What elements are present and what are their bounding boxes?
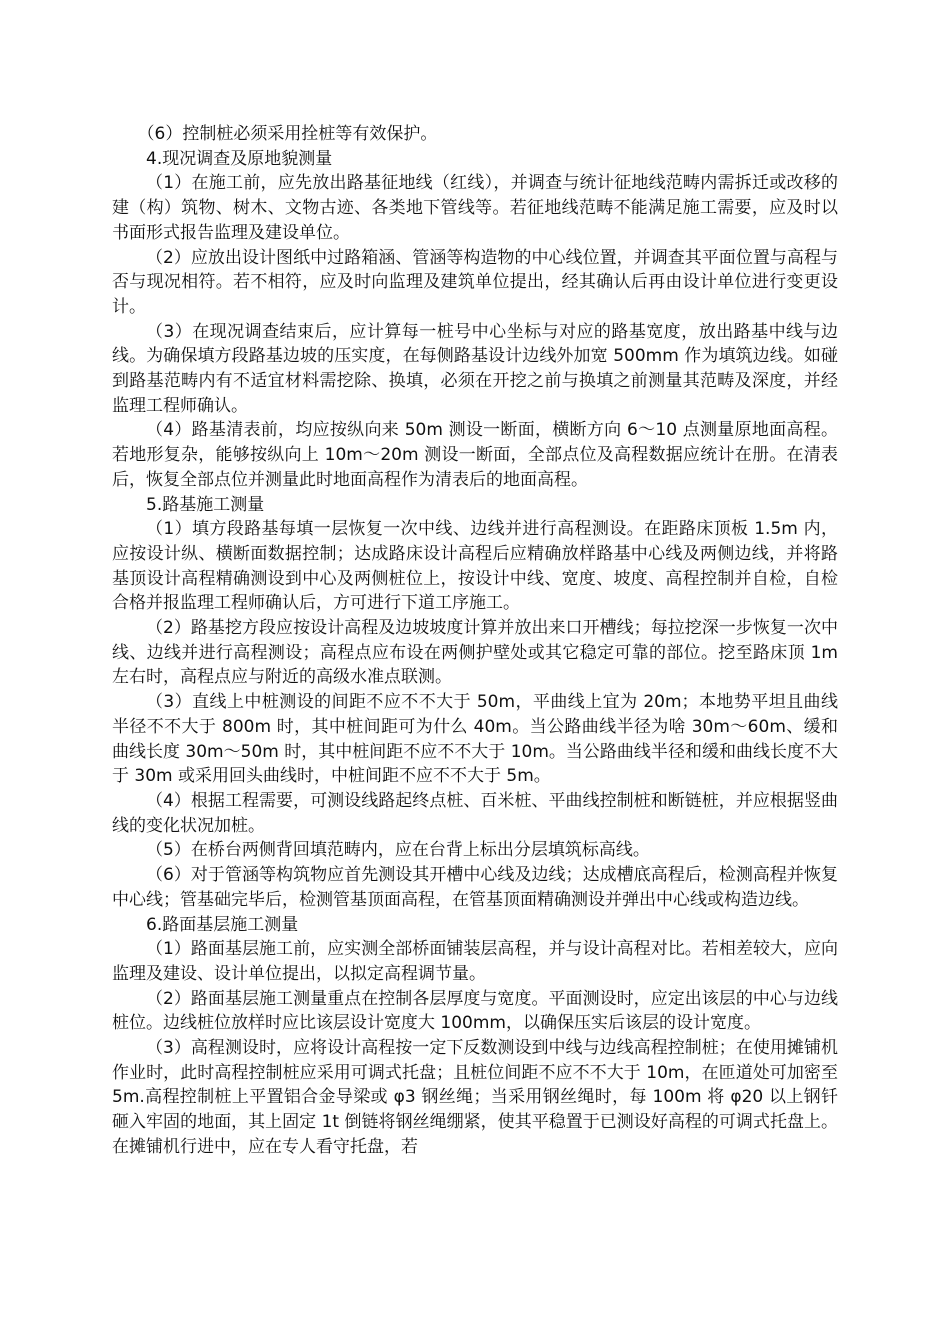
paragraph: （4）路基清表前，均应按纵向来 50m 测设一断面，横断方向 6～10 点测量原地面高程。若地形复杂，能够按纵向上 10m～20m 测设一断面，全部点位及高程数据应统计在册。在清表后，恢复全部点位并测量此时地面高程作为清表后的地面高程。	[112, 420, 838, 490]
paragraph: （5）在桥台两侧背回填范畴内，应在台背上标出分层填筑标高线。	[146, 840, 650, 861]
paragraph: （2）路基挖方段应按设计高程及边坡坡度计算并放出来口开槽线；每拉挖深一步恢复一次中线、边线并进行高程测设；高程点应布设在两侧护壁处或其它稳定可靠的部位。挖至路床顶 1m 左右时，高程点应与附近的高级水准点联测。	[112, 618, 838, 688]
paragraph: （2）路面基层施工测量重点在控制各层厚度与宽度。平面测设时，应定出该层的中心与边线桩位。边线桩位放样时应比该层设计宽度大 100mm，以确保压实后该层的设计宽度。	[112, 988, 838, 1034]
section-heading: 5.路基施工测量	[146, 494, 265, 515]
paragraph: （4）根据工程需要，可测设线路起终点桩、百米桩、平曲线控制桩和断链桩，并应根据竖曲线的变化状况加桩。	[112, 790, 838, 836]
paragraph: （1）路面基层施工前，应实测全部桥面铺装层高程，并与设计高程对比。若相差较大，应向监理及建设、设计单位提出，以拟定高程调节量。	[112, 939, 838, 984]
paragraph: （2）应放出设计图纸中过路箱涵、管涵等构造物的中心线位置，并调查其平面位置与高程与否与现况相符。若不相符，应及时向监理及建筑单位提出，经其确认后再由设计单位进行变更设计。	[112, 247, 838, 317]
section-heading: 4.现况调查及原地貌测量	[146, 148, 333, 169]
paragraph: （1）在施工前，应先放出路基征地线（红线），并调查与统计征地线范畴内需拆迁或改移的建（构）筑物、树木、文物古迹、各类地下管线等。若征地线范畴不能满足施工需要，应及时以书面形式报告监理及建设单位。	[112, 173, 838, 243]
paragraph: （6）对于管涵等构筑物应首先测设其开槽中心线及边线；达成槽底高程后，检测高程并恢复中心线；管基础完毕后，检测管基顶面高程，在管基顶面精确测设并弹出中心线或构造边线。	[112, 865, 838, 910]
section-heading: 6.路面基层施工测量	[146, 914, 299, 935]
paragraph: （3）高程测设时，应将设计高程按一定下反数测设到中线与边线高程控制桩；在使用摊铺机作业时，此时高程控制桩应采用可调式托盘；且桩位间距不应不不大于 10m，在匝道处可加密至 5m.高程控制桩上平置铝合金导梁或 φ3 钢丝绳；当采用钢丝绳时，每 100m 将 φ20 以上钢钎砸入牢固的地面，其上固定 1t 倒链将钢丝绳绷紧，使其平稳置于已测设好高程的可调式托盘上。在摊铺机行进中，应在专人看守托盘，若	[112, 1038, 838, 1157]
paragraph: （3）直线上中桩测设的间距不应不不大于 50m，平曲线上宜为 20m；本地势平坦且曲线半径不不大于 800m 时，其中桩间距可为什么 40m。当公路曲线半径为啥 30m～60m、缓和曲线长度 30m～50m 时，其中桩间距不应不不大于 10m。当公路曲线半径和缓和曲线长度不大于 30m 或采用回头曲线时，中桩间距不应不不大于 5m。	[112, 692, 838, 787]
paragraph: （6）控制桩必须采用拴桩等有效保护。	[137, 124, 438, 144]
paragraph: （1）填方段路基每填一层恢复一次中线、边线并进行高程测设。在距路床顶板 1.5m 内，应按设计纵、横断面数据控制；达成路床设计高程后应精确放样路基中心线及两侧边线，并将路基顶设计高程精确测设到中心及两侧桩位上，按设计中线、宽度、坡度、高程控制并自检，自检合格并报监理工程师确认后，方可进行下道工序施工。	[112, 519, 838, 614]
paragraph: （3）在现况调查结束后，应计算每一桩号中心坐标与对应的路基宽度，放出路基中线与边线。为确保填方段路基边坡的压实度，在每侧路基设计边线外加宽 500mm 作为填筑边线。如碰到路基范畴内有不适宜材料需挖除、换填，必须在开挖之前与换填之前测量其范畴及深度，并经监理工程师确认。	[112, 321, 838, 416]
